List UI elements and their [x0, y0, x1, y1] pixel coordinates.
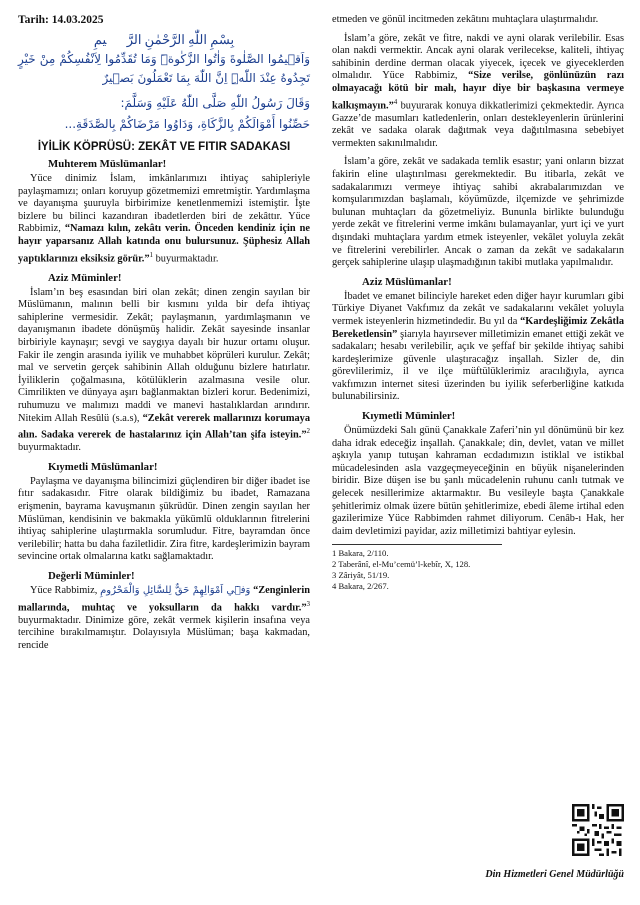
- sermon-page: [18, 14, 624, 892]
- inline-arabic-verse: وَف۪ٓي اَمْوَالِهِمْ حَقٌّ لِلسَّٓائِلِ وَالْمَحْرُومِ: [100, 584, 251, 596]
- arabic-verse: وَاَق۪يمُوا الصَّلٰوةَ وَاٰتُوا الزَّكٰوةَۜ وَمَا تُقَدِّمُوا لِاَنْفُسِكُمْ مِنْ خَيْرٍ تَجِدُوهُ عِنْدَ اللّٰهِۜ اِنَّ اللّٰهَ بِمَا تَعْمَلُونَ بَص۪يرٌ: [18, 52, 310, 85]
- section-heading: Kıymetli Müslümanlar!: [48, 460, 158, 473]
- paragraph: İslam’a göre, zekât ve fitre, nakdi ve ayni olarak verilebilir. Esas olan nakdi vermektir. Ancak ayni olarak verilecekse, kaliteli, ihtiyaç sahibinin derdine derman olacak yiyecek, içecek ve giyeceklerden olmalıdır. Yüce Rabbimiz, “Size verilse, gönlünüzün razı olmayacağı kötü bir malı, hayır diye bir başkasına vermeye kalkışmayın.”$^4$ buyurarak konuya dikkatlerimizi çekmektedir. Ayrıca Gazze’de masumları katledenlerin, onları destekleyenlerin ürünlerini zekât ve sadaka olarak dağıtmak veya dağıtılmasına sebebiyet vermekten sakınılmalıdır.: [332, 32, 624, 149]
- section-heading: Aziz Müminler!: [48, 271, 122, 284]
- paragraph: Yüce Rabbimiz, وَف۪ٓي اَمْوَالِهِمْ حَقٌّ لِلسَّٓائِلِ وَالْمَحْرُومِ “Zenginlerin mallarında, muhtaç ve yoksulların da hakkı vardır.”$^3$ buyurmaktadır. Dinimize göre, zekât vermek kişilerin insafına veya tercihine bırakılmamıştır. Dolayısıyla Müslüman; başa kakmadan, rencide: [18, 584, 310, 651]
- footnote: 4 Bakara, 2/267.: [332, 580, 389, 591]
- paragraph: İslam’a göre, zekât ve sadakada temlik esastır; yani onların bizzat fakirin eline ulaştırılması gerekmektedir. Bu itibarla, zekât ve sadakalarımızı vermeye ihtiyaç sahibi akrabalarımızdan ve komşularımızdan başlamalı, köyümüzde, ilçemizde ve şehrimizde bulunan muhtaçları da gözetmeliyiz. Bununla birlikte bulunduğu yerde zekât ve fitrelerini verme imkânı bulamayanlar, yurt içi ve yurt dışındaki muhtaçlara yardım etmek isteyenler, vekâlet yoluyla zekât ve fitrelerini verebilirler. Ancak o zaman da zekât ve sadakaların gerçek sahiplerine ulaşıp ulaşmadığının takibi mutlaka yapılmalıdır.: [332, 156, 624, 269]
- paragraph: Paylaşma ve dayanışma bilincimizi güçlendiren bir diğer ibadet ise fıtır sadakasıdır. Fitre olarak bildiğimiz bu ibadet, Ramazana erişmenin, bayrama kavuşmanın şükrüdür. Dinen zengin sayılan her Müslüman, kendisinin ve bakmakla yükümlü olduklarının fitrelerini ihtiyaç sahiplerine ulaştırmakla sorumludur. Fitre, bayramdan önce verilebilir; hatta bu daha faziletlidir. Zira fitre, kardeşlerimizin bayram sevincine ortak olmalarına katkı sağlamaktadır.: [18, 475, 310, 563]
- footnote: 1 Bakara, 2/110.: [332, 548, 389, 559]
- footnote-ref: 3: [306, 599, 310, 608]
- section-heading: Kıymetli Müminler!: [362, 410, 456, 423]
- section-heading: Aziz Müslümanlar!: [362, 275, 452, 288]
- paragraph: İslam’ın beş esasından biri olan zekât; dinen zengin sayılan bir Müslümanın, malının belli bir kısmını yılda bir defa ihtiyaç sahiplerine vermesidir. Zekât; paylaşmanın, yardımlaşmanın ve dayanışmanın ibadete dönüşmüş halidir. Zekât sayesinde insanlar birbiriyle kaynaşır; sevgi ve saygıya dayalı bir huzur ortamı oluşur. Fakir ile zengin arasında iyilik ve muhabbet köprüleri kurulur. Zekât; mal ve servetin gerçek sahibinin Allah olduğunu bizlere hatırlatır. İyiliklerin çoğalmasına, kötülüklerin azalmasına vesile olur. Cimrilikten ve dünyaya aşırı bağlanmaktan bizleri korur. Bedenimizi, ruhumuzu ve malımızı maddi ve manevi hastalıklardan arındırır. Nitekim Allah Resûlü (s.a.s), “Zekât vererek mallarınızı korumaya alın. Sadaka vererek de hastalarınız için Allah’tan şifa isteyin.”$^2$ buyurmaktadır.: [18, 286, 311, 454]
- basmala: بِسْمِ اللّٰهِ الرَّحْمٰنِ الرَّح۪يمِ: [93, 32, 235, 47]
- signature: Din Hizmetleri Genel Müdürlüğü: [485, 869, 624, 880]
- right-column: [332, 14, 624, 592]
- section-heading: Muhterem Müslümanlar!: [48, 158, 167, 170]
- quote: “Namazı kılın, zekâtı verin. Önceden kendiniz için ne hayır yaparsanız Allah katında onu bulursunuz. Şüphesiz Allah yaptıklarınızı eksiksiz görür.”: [18, 223, 310, 264]
- footnotes: [332, 544, 624, 591]
- section-heading: Değerli Müminler!: [48, 569, 135, 582]
- footnote-divider: [332, 544, 502, 545]
- footnote-ref: 1: [149, 250, 154, 259]
- footnote: 2 Taberânî, el-Mu’cemü’l-kebîr, X, 128.: [332, 559, 471, 570]
- date-label: Tarih: 14.03.2025: [18, 14, 104, 26]
- quote: “Zekât vererek mallarınızı korumaya alın. Sadaka vererek de hastalarınız için Allah’tan şifa isteyin.”: [18, 412, 311, 441]
- sermon-title: İYİLİK KÖPRÜSÜ: ZEKÂT VE FITIR SADAKASI: [37, 141, 291, 153]
- arabic-hadith: حَصِّنُوا أَمْوَالَكُمْ بِالزَّكَاةِ، وَدَاوُوا مَرْضَاكُمْ بِالصَّدَقَةِ...: [64, 117, 310, 131]
- arabic-hadith-intro: وَقَالَ رَسُولُ اللّٰهِ صَلَّى اللّٰهُ عَلَيْهِ وَسَلَّمَ:: [120, 96, 310, 110]
- footnote-ref: 2: [306, 427, 310, 436]
- qr-code-icon[interactable]: [572, 804, 624, 856]
- paragraph: İbadet ve emanet bilinciyle hareket eden diğer hayır kurumları gibi Türkiye Diyanet Vakfımız da zekât ve sadakalarını vekâlet yoluyla vermek isteyenlerin hizmetindedir. Bu yıl da “Kardeşliğimiz Zekâtla Bereketlensin” şiarıyla hayırsever milletimizin emanet ettiği zekât ve sadakaları; hesabı verilebilir, açık ve şeffaf bir şekilde ihtiyaç sahibi kardeşlerimize güvenle ulaştıracağız inşallah. Sizler de, din görevlilerimiz, il ve ilçe müftülüklerimiz aracılığıyla, ayrıca vakfımızın internet sitesi üzerinden bu iyilik seferberliğine katkıda bulunabilirsiniz.: [332, 290, 625, 403]
- quote: “Kardeşliğimiz Zekâtla Bereketlensin”: [332, 315, 625, 340]
- footnote-ref: 4: [393, 97, 398, 106]
- footnote: 3 Zâriyât, 51/19.: [332, 570, 390, 580]
- paragraph: etmeden ve gönül incitmeden zekâtını muhtaçlara ulaştırmalıdır.: [332, 14, 599, 25]
- quote: “Zenginlerin mallarında, muhtaç ve yoksulların da hakkı vardır.”: [18, 584, 310, 613]
- quote: “Size verilse, gönlünüzün razı olmayacağı kötü bir malı, hayır diye bir başkasına vermeye kalkışmayın.”: [332, 70, 624, 111]
- paragraph: Önümüzdeki Salı günü Çanakkale Zaferi’nin yıl dönümünü bir kez daha idrak edeceğiz inşallah. Çanakkale; din, devlet, vatan ve millet aşkıyla yanıp tutuşan kahraman ecdadımızın istiklal ve istikbal mücadelesinden asla vazgeçmeyeceğinin en büyük nişanelerinden biridir. Bize düşen ise bu şanlı mücadelenin ruhunu canlı tutmak ve gelecek nesillerimize aktarmaktır. Bu vesileyle başta Çanakkale şehitlerimiz olmak üzere bütün şehitlerimize, ebedi âleme irtihal eden gazilerimize Yüce Rabbimden rahmet diliyorum. Cenâb-ı Hak, her daim devletimizi payidar, aziz milletimizi bahtiyar eylesin.: [332, 425, 624, 537]
- paragraph: Yüce dinimiz İslam, imkânlarımızı ihtiyaç sahipleriyle paylaşmamızı; onları koruyup gözetmemizi emretmiştir. Yardımlaşma ve dayanışma şuuruyla birbirimize kenetlenmemizi istemiştir. İşte bizlere bu bilinci kazandıran ibadetlerden biri de zekâttır. Yüce Rabbimiz, “Namazı kılın, zekâtı verin. Önceden kendiniz için ne hayır yaparsanız Allah katında onu bulursunuz. Şüphesiz Allah yaptıklarınızı eksiksiz görür.”$^1$ buyurmaktadır.: [18, 173, 310, 264]
- left-column: [18, 14, 310, 658]
